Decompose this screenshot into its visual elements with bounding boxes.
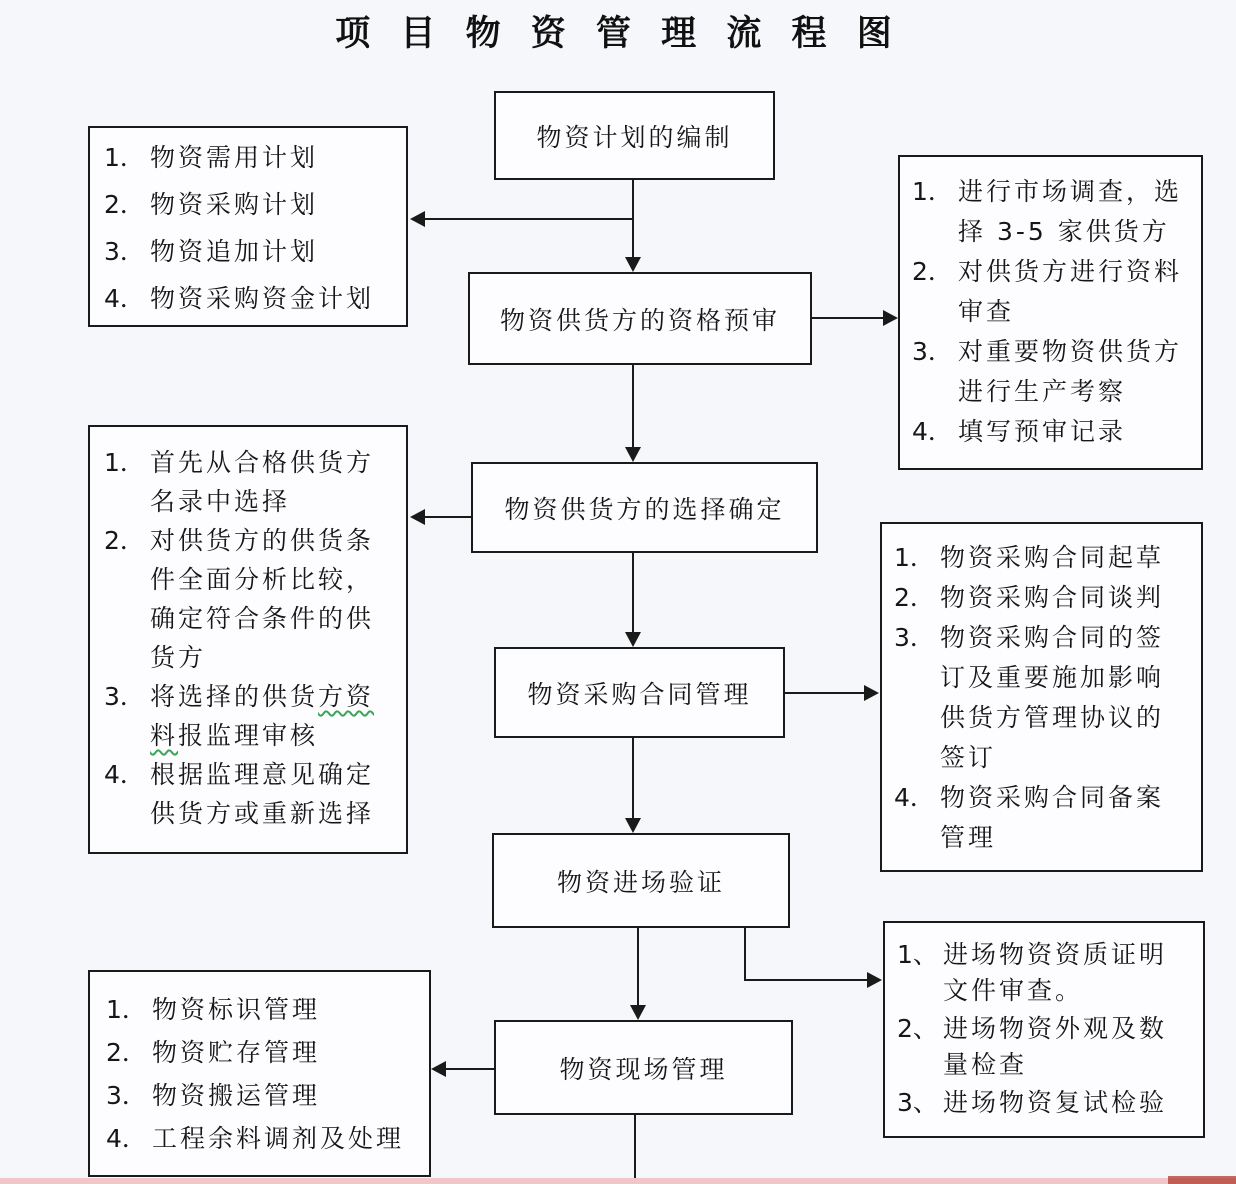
flow-node-label: 物资采购合同管理 [527, 679, 752, 709]
item-text: 物资追加计划 [150, 237, 319, 266]
item-text: 进场物资复试检验 [943, 1088, 1168, 1117]
item-number: 3． [912, 337, 953, 366]
list-item [900, 332, 1201, 412]
item-number: 4． [912, 417, 953, 446]
flow-node-label: 物资供货方的资格预审 [499, 305, 780, 335]
list-item [900, 252, 1201, 332]
item-text: 物资采购合同谈判 [940, 583, 1165, 612]
list-item [90, 140, 406, 176]
item-text: 物资采购计划 [150, 190, 319, 219]
connector-to-supplier-selection-steps [425, 516, 471, 518]
item-text: 物资采购合同起草 [940, 543, 1165, 572]
item-number: 2、 [897, 1014, 938, 1043]
list-item [90, 677, 406, 755]
detail-box-material-plans [88, 126, 408, 327]
arrowhead-down-to-step3 [625, 447, 641, 462]
item-number: 3． [894, 623, 935, 652]
flow-node-contract-management [494, 647, 785, 738]
detail-box-contract-steps [880, 522, 1203, 872]
detail-box-supplier-selection-steps [88, 425, 408, 854]
item-text-segment: 将选择的供货 [150, 682, 319, 711]
item-text: 物资采购合同的签订及重要施加影响供货方管理协议的签订 [940, 623, 1165, 772]
item-number: 3． [106, 1081, 147, 1110]
arrowhead-down-to-step5 [625, 818, 641, 833]
item-number: 3、 [897, 1088, 938, 1117]
detail-box-site-management-items [88, 970, 431, 1177]
connector-to-site-management-items [446, 1068, 494, 1070]
item-number: 4． [104, 284, 145, 313]
list-item [885, 1085, 1203, 1121]
flow-node-label: 物资现场管理 [559, 1054, 728, 1084]
list-item [90, 1035, 429, 1071]
list-item [90, 187, 406, 223]
arrowhead-down-to-step4 [625, 632, 641, 647]
flow-node-supplier-selection [471, 462, 818, 553]
item-text: 物资贮存管理 [152, 1038, 321, 1067]
connector-to-entry-verification-steps [744, 979, 867, 981]
item-text: 进场物资资质证明文件审查。 [943, 940, 1168, 1005]
item-number: 2． [106, 1038, 147, 1067]
list-item [885, 937, 1203, 1009]
list-item [900, 412, 1201, 452]
flow-node-label: 物资进场验证 [556, 867, 725, 897]
connector-step5-down [637, 928, 639, 1005]
flow-node-material-plan-preparation [494, 91, 775, 180]
flow-node-label: 物资供货方的选择确定 [504, 494, 785, 524]
page-title: 项 目 物 资 管 理 流 程 图 [335, 14, 901, 54]
connector-step1-down [632, 180, 634, 257]
arrowhead-down-to-step6 [630, 1005, 646, 1020]
item-number: 4． [104, 760, 145, 789]
item-number: 4． [106, 1124, 147, 1153]
item-number: 2． [104, 190, 145, 219]
item-text [150, 677, 398, 755]
item-text: 对重要物资供货方进行生产考察 [958, 337, 1183, 406]
flow-node-supplier-prequalification [468, 272, 812, 365]
item-text: 物资需用计划 [150, 143, 319, 172]
bottom-watermark-strip [0, 1178, 1236, 1184]
detail-box-entry-verification-steps [883, 921, 1205, 1138]
list-item [90, 992, 429, 1028]
flow-node-site-management [494, 1020, 793, 1115]
item-number: 2． [912, 257, 953, 286]
item-text: 对供货方进行资料审查 [958, 257, 1183, 326]
item-text-segment: 报监理审核 [178, 721, 319, 750]
connector-step2-down [632, 365, 634, 447]
list-item [90, 234, 406, 270]
connector-to-contract-steps [785, 692, 864, 694]
item-number: 4． [894, 783, 935, 812]
item-text: 根据监理意见确定供货方或重新选择 [150, 760, 375, 828]
item-number: 2． [894, 583, 935, 612]
list-item [882, 578, 1201, 618]
detail-box-prequalification-steps [898, 155, 1203, 470]
arrowhead-right-to-prequalification [883, 310, 898, 326]
item-text: 物资标识管理 [152, 995, 321, 1024]
arrowhead-left-to-supplier-selection-steps [410, 509, 425, 525]
list-item [900, 172, 1201, 252]
item-text: 物资搬运管理 [152, 1081, 321, 1110]
flow-node-label: 物资计划的编制 [536, 122, 733, 152]
list-item [90, 521, 406, 677]
list-item [882, 618, 1201, 778]
item-number: 1． [104, 448, 145, 477]
arrowhead-left-to-site-management-items [431, 1061, 446, 1077]
list-item [90, 1121, 429, 1157]
item-number: 3． [104, 682, 145, 711]
item-number: 1． [106, 995, 147, 1024]
list-item [885, 1011, 1203, 1083]
connector-step3-down [632, 553, 634, 632]
connector-step5-branch-down [744, 928, 746, 980]
arrowhead-right-to-entry-verification-steps [867, 972, 882, 988]
item-number: 3． [104, 237, 145, 266]
item-text: 进行市场调查，选择 3-5 家供货方 [958, 177, 1183, 246]
connector-step6-down [634, 1114, 636, 1184]
item-number: 1． [104, 143, 145, 172]
list-item [90, 281, 406, 317]
list-item [882, 538, 1201, 578]
item-text: 工程余料调剂及处理 [152, 1124, 405, 1153]
arrowhead-down-to-step2 [625, 257, 641, 272]
item-number: 1． [894, 543, 935, 572]
bottom-watermark-red-segment [1168, 1176, 1236, 1184]
item-text: 首先从合格供货方名录中选择 [150, 448, 375, 516]
item-number: 1、 [897, 940, 938, 969]
item-text: 填写预审记录 [958, 417, 1127, 446]
arrowhead-right-to-contract-steps [864, 685, 879, 701]
list-item [882, 778, 1201, 858]
list-item [90, 443, 406, 521]
list-item [90, 755, 406, 833]
flow-node-entry-verification [492, 833, 790, 928]
item-text: 物资采购合同备案管理 [940, 783, 1165, 852]
item-text: 对供货方的供货条件全面分析比较，确定符合条件的供货方 [150, 526, 375, 672]
list-item [90, 1078, 429, 1114]
connector-to-prequalification [812, 317, 883, 319]
connector-step4-down [632, 738, 634, 818]
item-text: 进场物资外观及数量检查 [943, 1014, 1168, 1079]
item-number: 2． [104, 526, 145, 555]
item-text: 物资采购资金计划 [150, 284, 375, 313]
item-number: 1． [912, 177, 953, 206]
arrowhead-left-to-material-plans [410, 211, 425, 227]
spellcheck-underlined-text: 方资料 [150, 682, 375, 750]
connector-to-material-plans [425, 218, 632, 220]
